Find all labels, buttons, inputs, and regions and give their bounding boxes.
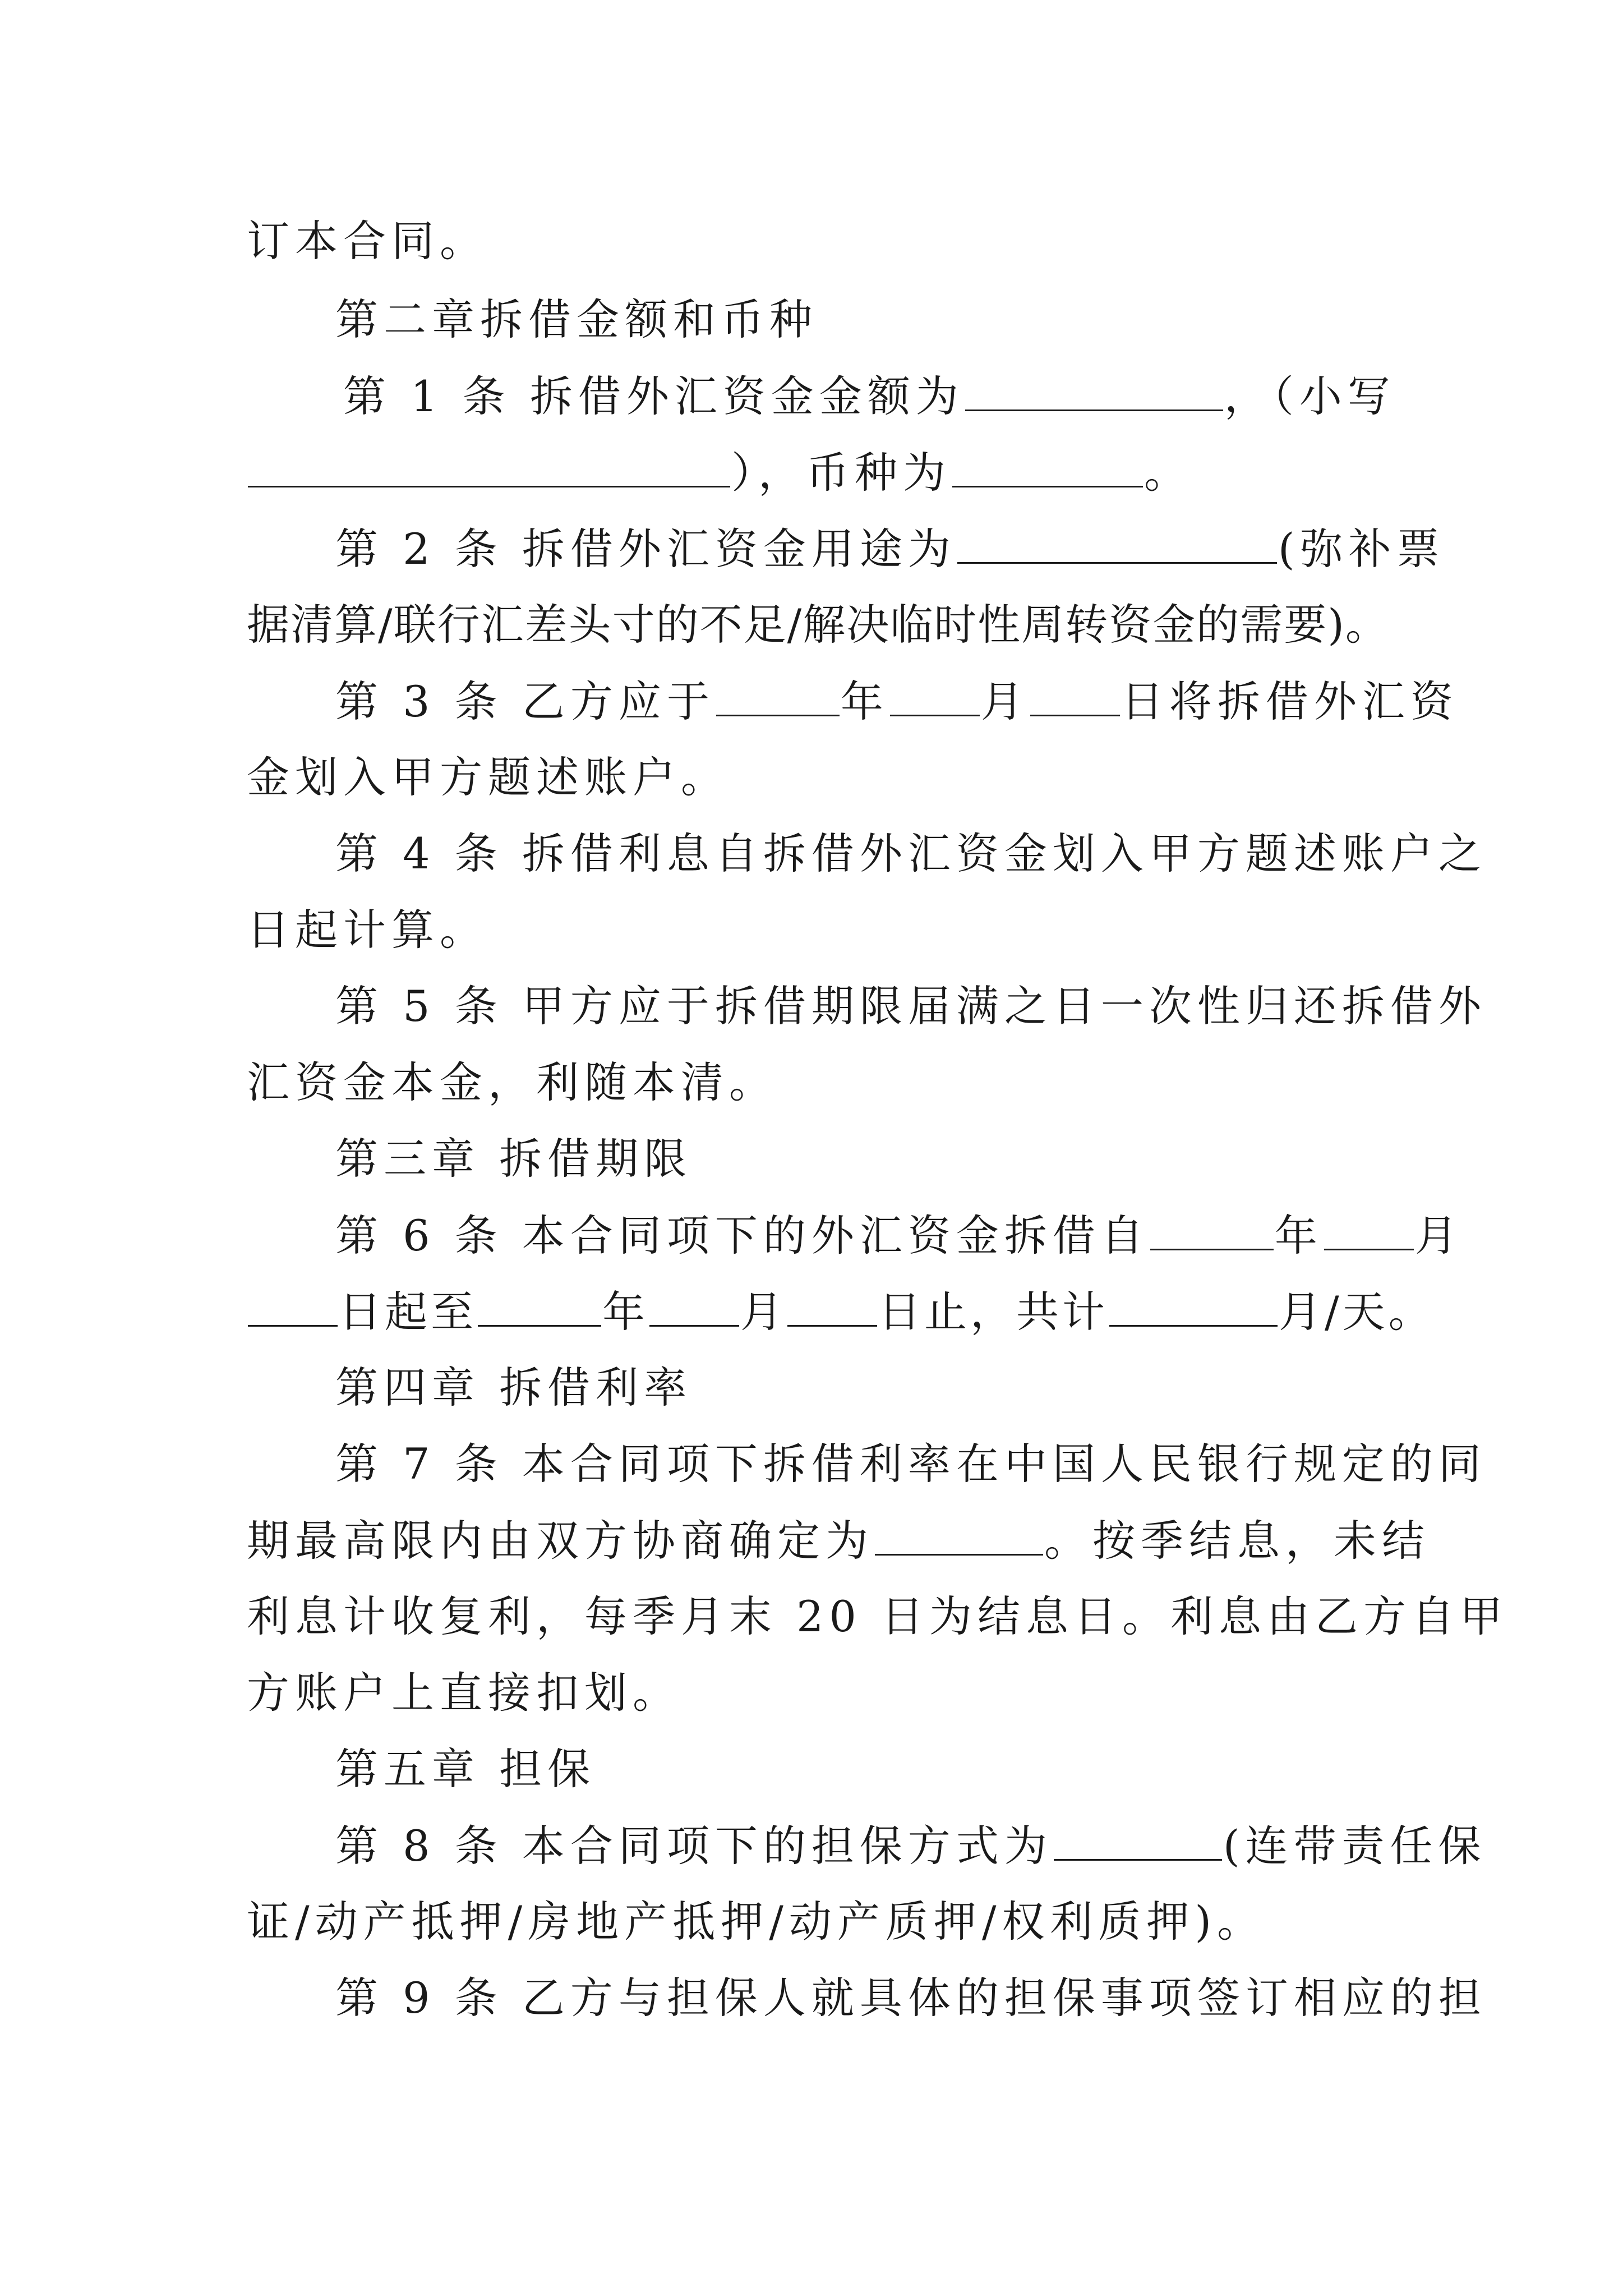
text: 第五章 担保 [335,1744,596,1794]
text: 年 [602,1287,648,1337]
article-line [335,1973,1487,2023]
chapter-heading [335,295,818,344]
text: 期最高限内由双方协商确定为 [247,1516,874,1566]
text-line [247,1516,1430,1566]
blank-field [1150,1214,1274,1250]
text-line [247,1897,1266,1947]
text: ），币种为 [731,448,951,498]
text: ，（小写 [1224,371,1396,421]
chapter-heading [335,1744,596,1794]
text: 月 [740,1287,786,1337]
article-line [335,524,1445,574]
blank-field [1109,1290,1278,1327]
text: 第 5 条 甲方应于拆借期限届满之日一次性归还拆借外 [335,981,1487,1031]
blank-field [248,1290,338,1327]
text: 年 [1274,1211,1323,1260]
text: 订本合同。 [247,216,488,266]
blank-field [965,375,1223,411]
text: 。 [1144,448,1192,498]
text: 日起计算。 [247,905,488,955]
blank-field [787,1290,877,1327]
text: 年 [840,677,889,726]
text: 第 8 条 本合同项下的担保方式为 [335,1821,1053,1871]
text: 第三章 拆借期限 [335,1134,693,1184]
text: 第 1 条 拆借外汇资金金额为 [343,371,964,421]
text: 金划入甲方题述账户。 [247,752,729,802]
blank-field [1030,680,1120,716]
text: 第 6 条 本合同项下的外汇资金拆借自 [335,1211,1149,1260]
text-line [247,1057,777,1107]
blank-field [716,680,840,716]
blank-field [478,1290,601,1327]
blank-field [952,451,1143,487]
text: (弥补票 [1278,524,1445,574]
text: 月 [980,677,1029,726]
text: 月 [1414,1211,1463,1260]
text-line [247,216,488,266]
blank-field [875,1519,1043,1556]
text-line [247,905,488,955]
text: 第 4 条 拆借利息自拆借外汇资金划入甲方题述账户之 [335,829,1487,878]
text-line [247,1591,1509,1641]
blank-field [248,451,730,487]
text: 月/天。 [1279,1287,1435,1337]
text-line [247,752,729,802]
article-line [335,1821,1487,1871]
text-line [247,448,1192,498]
text: 。按季结息，未结 [1044,1516,1430,1566]
text: 日将拆借外汇资 [1121,677,1459,726]
article-line [335,1439,1487,1489]
text: 日止，共计 [878,1287,1108,1337]
text: 第 7 条 本合同项下拆借利率在中国人民银行规定的同 [335,1439,1487,1489]
blank-field [1054,1824,1222,1861]
blank-field [957,527,1277,564]
text: 汇资金本金，利随本清。 [247,1057,777,1107]
text: 方账户上直接扣划。 [247,1668,681,1718]
text-line [247,600,1389,650]
text: 第二章拆借金额和币种 [335,295,818,344]
blank-field [1324,1214,1414,1250]
text: 证/动产抵押/房地产抵押/动产质押/权利质押)。 [247,1897,1266,1947]
text: (连带责任保 [1223,1821,1487,1871]
article-line [335,829,1487,878]
article-line [335,981,1487,1031]
text: 第 3 条 乙方应于 [335,677,715,726]
article-line [335,1211,1463,1260]
text: 日起至 [339,1287,477,1337]
text: 据清算/联行汇差头寸的不足/解决临时性周转资金的需要)。 [247,600,1389,650]
chapter-heading [335,1134,693,1184]
text: 第 2 条 拆借外汇资金用途为 [335,524,956,574]
text: 第 9 条 乙方与担保人就具体的担保事项签订相应的担 [335,1973,1487,2023]
article-line [335,677,1459,726]
text-line [247,1668,681,1718]
blank-field [890,680,980,716]
text-line [247,1287,1435,1337]
text: 第四章 拆借利率 [335,1363,693,1412]
blank-field [649,1290,739,1327]
text: 利息计收复利，每季月末 20 日为结息日。利息由乙方自甲 [247,1591,1509,1641]
chapter-heading [335,1363,693,1412]
article-line [343,371,1396,421]
